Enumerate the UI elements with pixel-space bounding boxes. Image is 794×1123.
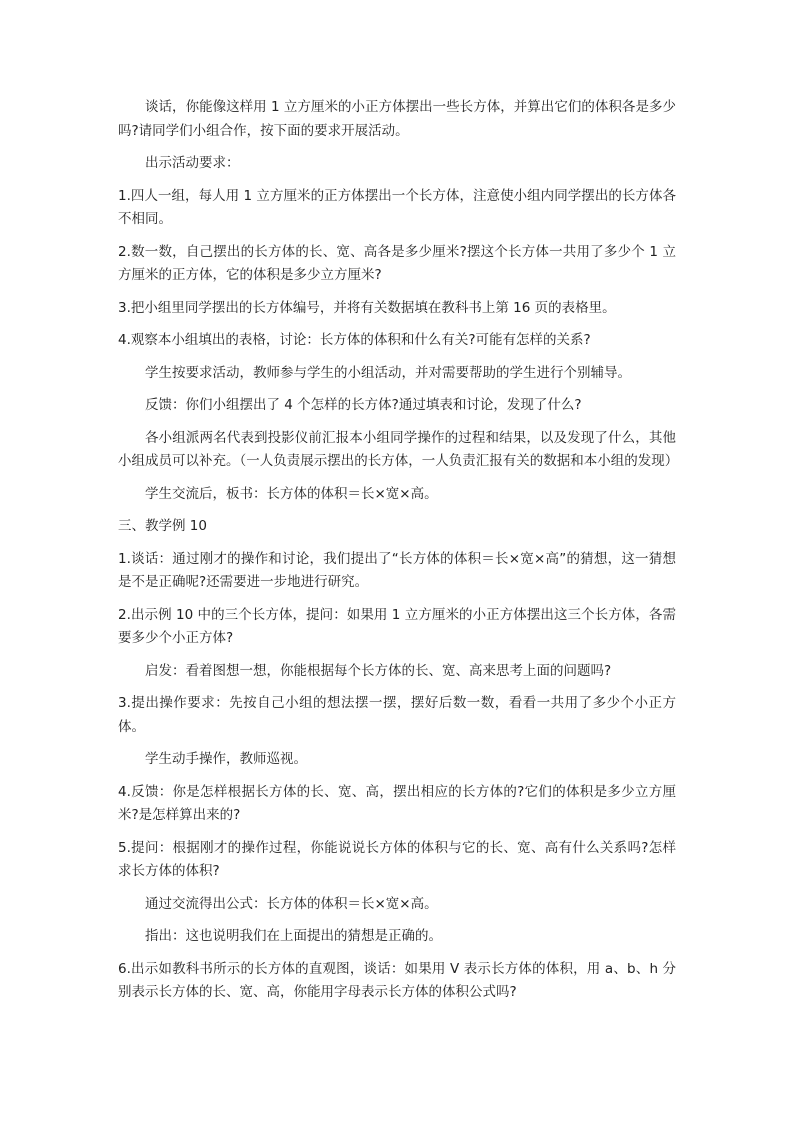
paragraph: 1.谈话：通过刚才的操作和讨论，我们提出了“长方体的体积＝长×宽×高”的猜想，这一猜想是不是正确呢?还需要进一步地进行研究。 <box>118 550 676 590</box>
paragraph: 2.数一数，自己摆出的长方体的长、宽、高各是多少厘米?摆这个长方体一共用了多少个 1 立方厘米的正方体，它的体积是多少立方厘米? <box>118 243 676 283</box>
paragraph: 5.提问：根据刚才的操作过程，你能说说长方体的体积与它的长、宽、高有什么关系吗?怎样求长方体的体积? <box>118 839 676 879</box>
paragraph: 学生按要求活动，教师参与学生的小组活动，并对需要帮助的学生进行个别辅导。 <box>145 364 631 381</box>
paragraph: 学生动手操作，教师巡视。 <box>145 751 307 767</box>
section-heading: 三、教学例 10 <box>118 518 207 534</box>
paragraph: 反馈：你们小组摆出了 4 个怎样的长方体?通过填表和讨论，发现了什么? <box>145 397 582 413</box>
paragraph: 指出：这也说明我们在上面提出的猜想是正确的。 <box>145 928 442 944</box>
paragraph: 3.把小组里同学摆出的长方体编号，并将有关数据填在教科书上第 16 页的表格里。 <box>118 299 616 316</box>
paragraph: 2.出示例 10 中的三个长方体，提问：如果用 1 立方厘米的小正方体摆出这三个长方体，各需要多少个小正方体? <box>118 606 676 646</box>
paragraph: 学生交流后，板书：长方体的体积＝长×宽×高。 <box>145 485 438 502</box>
paragraph: 出示活动要求： <box>145 155 240 171</box>
paragraph: 4.观察本小组填出的表格，讨论：长方体的体积和什么有关?可能有怎样的关系? <box>118 332 591 348</box>
document-body <box>118 96 679 1014</box>
paragraph: 通过交流得出公式：长方体的体积＝长×宽×高。 <box>145 895 438 912</box>
paragraph: 4.反馈：你是怎样根据长方体的长、宽、高，摆出相应的长方体的?它们的体积是多少立方厘米?是怎样算出来的? <box>118 783 676 823</box>
paragraph: 各小组派两名代表到投影仪前汇报本小组同学操作的过程和结果，以及发现了什么，其他小组成员可以补充。（一人负责展示摆出的长方体，一人负责汇报有关的数据和本小组的发现） <box>118 429 679 469</box>
paragraph: 1.四人一组，每人用 1 立方厘米的正方体摆出一个长方体，注意使小组内同学摆出的长方体各不相同。 <box>118 187 676 227</box>
paragraph: 谈话，你能像这样用 1 立方厘米的小正方体摆出一些长方体，并算出它们的体积各是多少吗?请同学们小组合作，按下面的要求开展活动。 <box>118 99 676 139</box>
paragraph: 3.提出操作要求：先按自己小组的想法摆一摆，摆好后数一数，看看一共用了多少个小正方体。 <box>118 695 676 735</box>
paragraph: 启发：看着图想一想，你能根据每个长方体的长、宽、高来思考上面的问题吗? <box>145 662 612 679</box>
paragraph: 6.出示如教科书所示的长方体的直观图，谈话：如果用 V 表示长方体的体积，用 a、b、h 分别表示长方体的长、宽、高，你能用字母表示长方体的体积公式吗? <box>118 960 676 1000</box>
